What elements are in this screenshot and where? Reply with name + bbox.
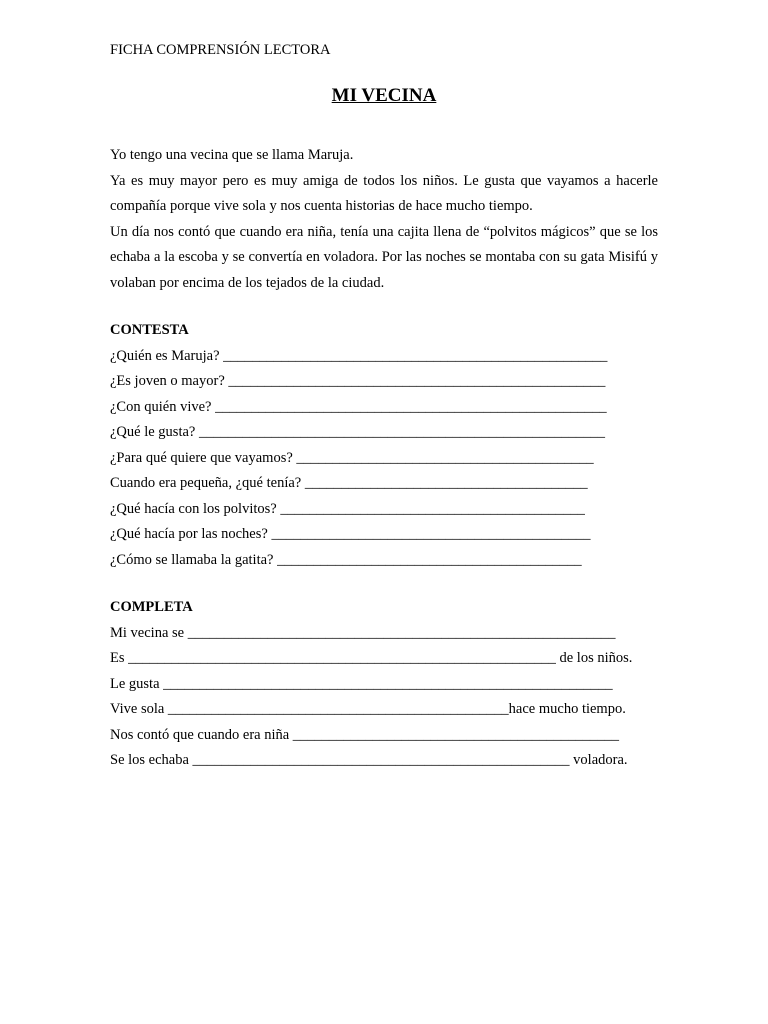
completion-line: Nos contó que cuando era niña _____________________________________________: [110, 726, 620, 743]
question-line: ¿Quién es Maruja? _____________________________________________________: [110, 347, 608, 364]
question-line: Cuando era pequeña, ¿qué tenía? _______________________________________: [110, 475, 588, 491]
worksheet-header: FICHA COMPRENSIÓN LECTORA: [110, 42, 331, 58]
completa-section: [110, 595, 670, 774]
question-line: ¿Qué hacía con los polvitos? __________________________________________: [110, 500, 585, 517]
completion-line: Le gusta ______________________________________________________________: [110, 675, 613, 692]
story-text: [110, 143, 658, 296]
question-line: ¿Qué le gusta? ________________________________________________________: [110, 424, 605, 440]
story-paragraph: Yo tengo una vecina que se llama Maruja.: [110, 147, 354, 163]
contesta-heading: CONTESTA: [110, 322, 189, 338]
completion-line: Se los echaba ____________________________________________________ voladora.: [110, 752, 628, 768]
story-paragraph: Un día nos contó que cuando era niña, tenía una cajita llena de “polvitos mágicos” que se los echaba a la escoba y se convertía en voladora. Por las noches se montaba con su gata Misifú y volaban por encima de los tejados de la ciudad.: [110, 223, 658, 291]
completa-heading: COMPLETA: [110, 599, 193, 615]
question-line: ¿Cómo se llamaba la gatita? __________________________________________: [110, 551, 582, 568]
contesta-section: [110, 318, 670, 573]
question-line: ¿Con quién vive? ______________________________________________________: [110, 398, 607, 415]
completion-line: Vive sola _______________________________________________hace mucho tiempo.: [110, 701, 626, 717]
question-line: ¿Para qué quiere que vayamos? _________________________________________: [110, 449, 594, 466]
story-title: MI VECINA: [331, 85, 437, 106]
completion-line: Mi vecina se ___________________________________________________________: [110, 624, 616, 641]
question-line: ¿Qué hacía por las noches? ____________________________________________: [110, 526, 591, 542]
question-line: ¿Es joven o mayor? ____________________________________________________: [110, 373, 606, 389]
story-paragraph: Ya es muy mayor pero es muy amiga de todos los niños. Le gusta que vayamos a hacerle compañía porque vive sola y nos cuenta historias de hace mucho tiempo.: [110, 172, 658, 214]
completion-line: Es ___________________________________________________________ de los niños.: [110, 650, 633, 666]
